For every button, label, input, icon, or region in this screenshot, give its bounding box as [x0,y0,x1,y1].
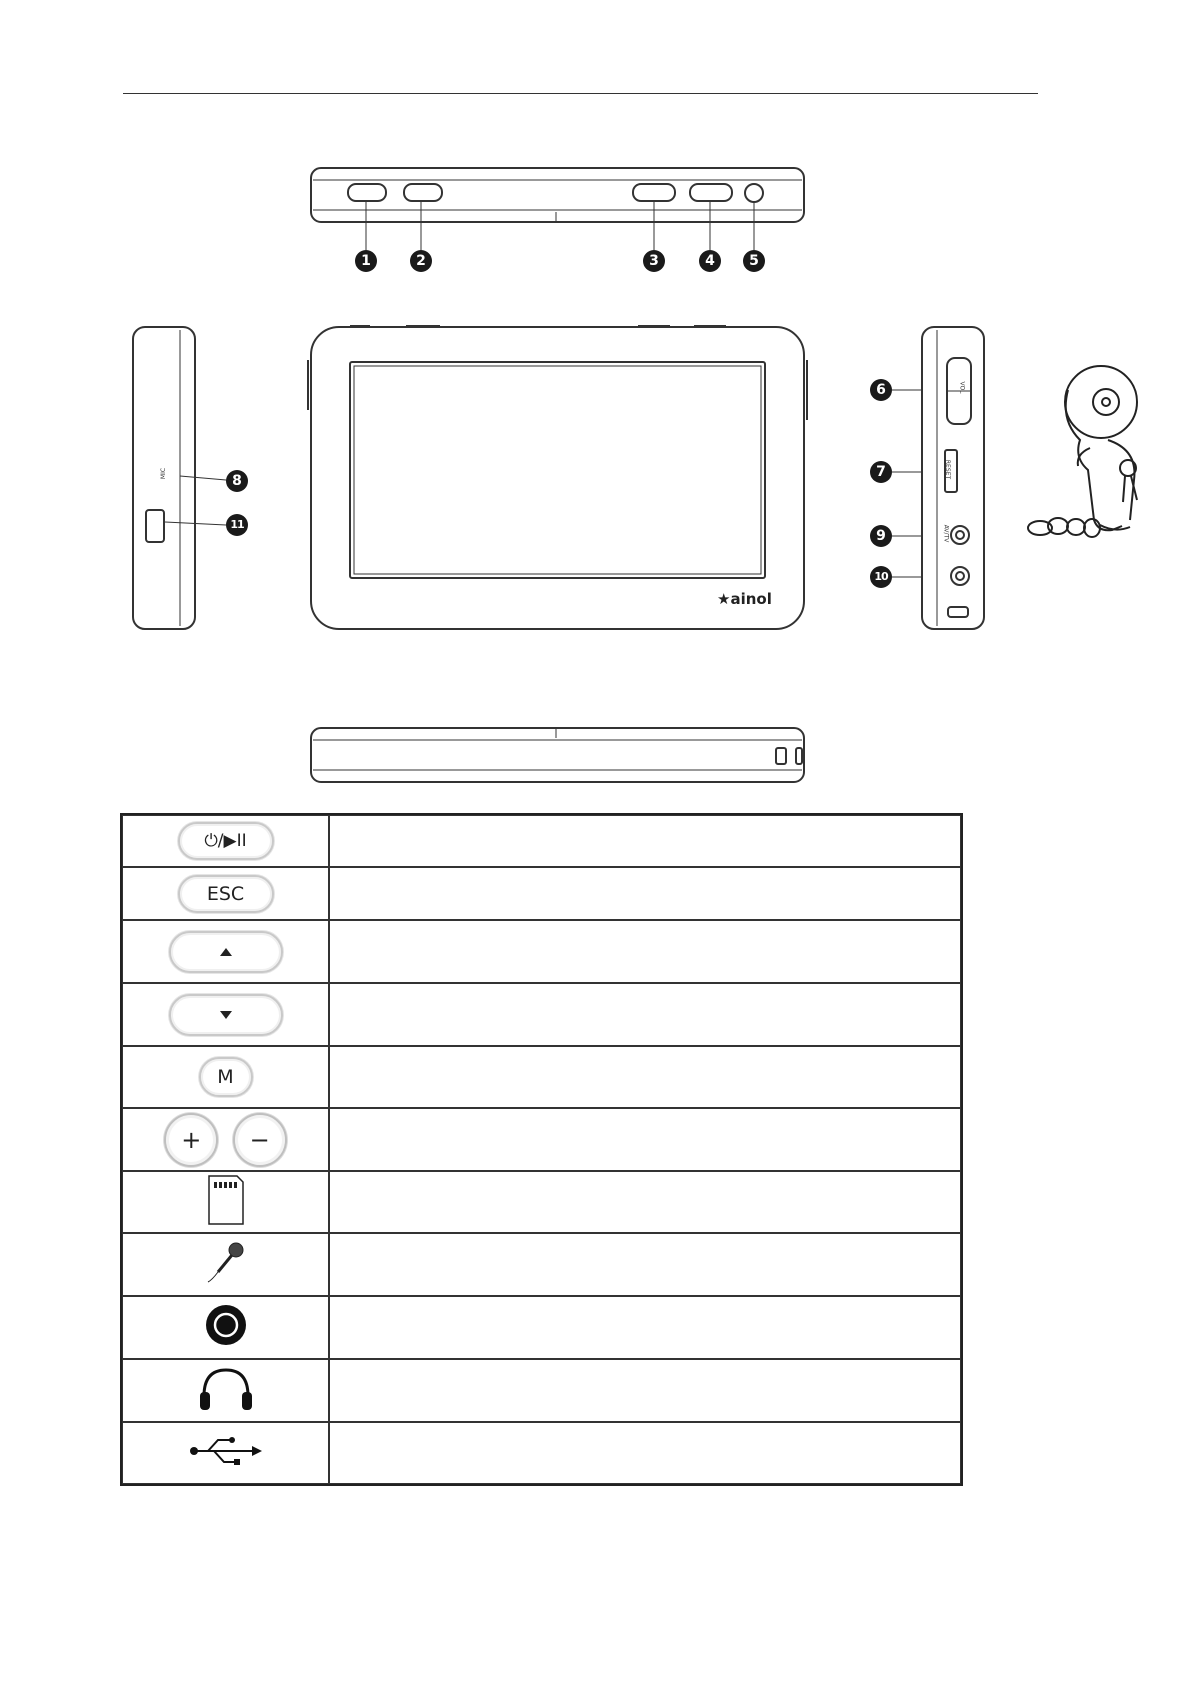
volume-description [329,1108,961,1171]
mascot-illustration [1028,366,1137,537]
mic-label: MIC [160,467,168,480]
callout-5: 5 [743,250,765,272]
callout-1: 1 [355,250,377,272]
mic-description [329,1233,961,1296]
callout-6: 6 [870,379,892,401]
power-play-description [329,815,961,867]
callout-8: 8 [226,470,248,492]
volume-plus-minus-icon [122,1108,329,1171]
sd-card-description [329,1171,961,1233]
usb-icon [188,1434,264,1468]
sd-card-icon [207,1174,245,1226]
usb-description [329,1422,961,1484]
callout-2: 2 [410,250,432,272]
m-description [329,1046,961,1108]
callout-9: 9 [870,525,892,547]
callout-3: 3 [643,250,665,272]
down-triangle-icon [219,1010,233,1020]
reset-label: RESET [944,459,952,480]
table-row [122,1171,961,1233]
esc-description [329,867,961,920]
callout-7: 7 [870,461,892,483]
down-arrow-button-icon [169,994,283,1036]
table-row [122,815,961,867]
m-button-icon: M [199,1057,253,1097]
esc-button-icon: ESC [178,875,274,913]
device-diagram [0,0,1191,800]
table-row [122,1108,961,1171]
table-row [122,1359,961,1422]
table-row [122,867,961,920]
plus-button-icon: + [164,1113,218,1167]
minus-button-icon: − [233,1113,287,1167]
table-row [122,1422,961,1484]
up-arrow-button-icon [169,931,283,973]
av-tv-label: AV/TV [942,524,950,543]
up-description [329,920,961,983]
table-row [122,983,961,1046]
down-description [329,983,961,1046]
callout-4: 4 [699,250,721,272]
button-legend-table [120,813,963,1486]
callout-11: 11 [226,514,248,536]
power-play-button-icon: ⏻/▶II [178,822,274,860]
callout-10: 10 [870,566,892,588]
microphone-icon [206,1240,246,1284]
table-row [122,1046,961,1108]
av-tv-jack-icon [204,1303,248,1347]
headphones-description [329,1359,961,1422]
table-row [122,1233,961,1296]
table-row [122,1296,961,1359]
table-row [122,920,961,983]
av-tv-description [329,1296,961,1359]
brand-logo: ★ainol [717,590,772,608]
up-triangle-icon [219,947,233,957]
vol-label: VOL [958,381,966,394]
headphones-icon [196,1364,256,1412]
